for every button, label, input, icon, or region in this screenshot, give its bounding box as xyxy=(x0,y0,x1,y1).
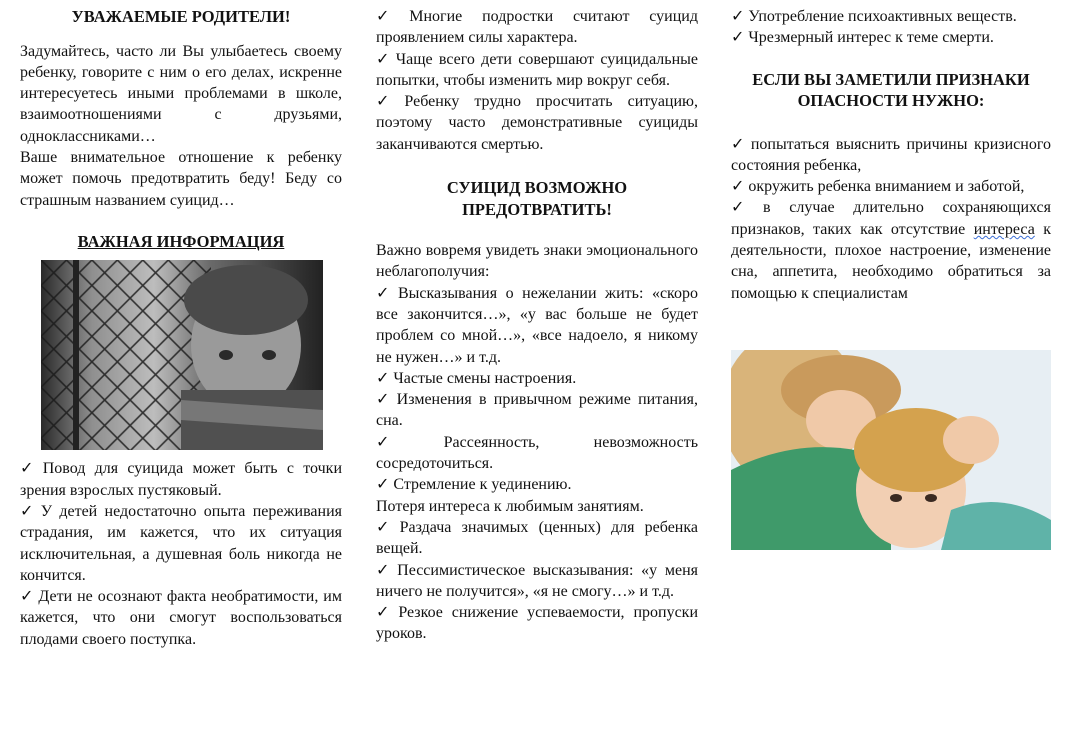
action-item-3: ✓ в случае длительно сохраняющихся признаков, таких как отсутствие интереса к деятельности, плохое настроение, изменение сна, аппетита, необходимо обратиться за помощью к специалистам xyxy=(731,199,1052,302)
check-icon: ✓ xyxy=(20,502,37,520)
intro-paragraph: Задумайтесь, часто ли Вы улыбаетесь своему ребенку, говорите с ним о его делах, искренне интересуетесь иными проблемами в школе, взаимоотношениями с друзьями, одноклассниками… xyxy=(20,42,342,145)
check-icon: ✓ xyxy=(731,135,747,153)
check-icon: ✓ xyxy=(376,8,406,25)
check-icon: ✓ xyxy=(376,50,392,68)
signs-lead: Важно вовремя увидеть знаки эмоционального неблагополучия: xyxy=(376,242,698,281)
spellcheck-word: интереса xyxy=(973,220,1035,238)
column-left xyxy=(20,6,342,650)
sign-item-3: ✓ Изменения в привычном режиме питания, сна. xyxy=(376,391,699,430)
sign-plain-line: Потеря интереса к любимым занятиям. xyxy=(376,497,644,515)
sign-item-6: ✓ Раздача значимых (ценных) для ребенка вещей. xyxy=(376,518,699,558)
column-middle xyxy=(376,6,698,645)
sign-item-4: ✓ Рассеянность, невозможность сосредоточиться. xyxy=(376,433,699,473)
check-icon: ✓ xyxy=(376,369,390,387)
parents-heading: УВАЖАЕМЫЕ РОДИТЕЛИ! xyxy=(71,7,291,26)
check-icon: ✓ xyxy=(731,8,745,25)
sad-child-photo xyxy=(41,260,323,450)
check-icon: ✓ xyxy=(376,284,394,302)
check-icon: ✓ xyxy=(376,561,394,579)
info-item-1: ✓ Повод для суицида может быть с точки зрения взрослых пустяковый. xyxy=(20,460,343,499)
mother-hugging-child-photo xyxy=(731,350,1051,550)
check-icon: ✓ xyxy=(20,588,35,606)
check-icon: ✓ xyxy=(20,460,39,478)
check-icon: ✓ xyxy=(731,178,745,196)
column-right xyxy=(731,6,1051,550)
info-item-3: ✓ Дети не осознают факта необратимости, им кажется, что они смогут воспользоваться плодами своего поступка. xyxy=(20,588,342,648)
check-icon: ✓ xyxy=(376,433,440,451)
myth-item-3: ✓ Ребенку трудно просчитать ситуацию, поэтому часто демонстративные суициды заканчиваются смертью. xyxy=(376,93,698,153)
check-icon: ✓ xyxy=(376,476,390,494)
check-icon: ✓ xyxy=(376,604,395,622)
myth-item-1: ✓ Многие подростки считают суицид проявлением силы характера. xyxy=(376,8,698,47)
check-icon: ✓ xyxy=(376,93,401,111)
action-item-2: ✓ окружить ребенка вниманием и заботой, xyxy=(731,178,1025,196)
check-icon: ✓ xyxy=(731,199,760,217)
sign-item-1: ✓ Высказывания о нежелании жить: «скоро все закончится…», «у вас больше не будет проблем со мной…», «все надоело, я никому не нужен…» и т.д. xyxy=(376,284,699,366)
myth-item-2: ✓ Чаще всего дети совершают суицидальные попытки, чтобы изменить мир вокруг себя. xyxy=(376,50,699,89)
check-icon: ✓ xyxy=(376,391,393,409)
important-info-heading: ВАЖНАЯ ИНФОРМАЦИЯ xyxy=(77,231,285,251)
sign-item-8: ✓ Резкое снижение успеваемости, пропуски уроков. xyxy=(376,604,699,643)
action-item-1: ✓ попытаться выяснить причины кризисного состояния ребенка, xyxy=(731,135,1051,174)
info-item-2: ✓ У детей недостаточно опыта переживания страдания, им кажется, что их ситуация исключительная, а душевная боль никогда не кончится. xyxy=(20,502,343,584)
chain-fence-illustration xyxy=(41,260,323,450)
check-icon: ✓ xyxy=(731,29,745,47)
intro-paragraph-2: Ваше внимательное отношение к ребенку может помочь предотвратить беду! Беду со страшным названием суицид… xyxy=(20,148,342,209)
danger-signs-heading: ЕСЛИ ВЫ ЗАМЕТИЛИ ПРИЗНАКИ ОПАСНОСТИ НУЖНО: xyxy=(752,69,1030,111)
hug-illustration xyxy=(731,350,1051,550)
sign-item-7: ✓ Пессимистическое высказывания: «у меня ничего не получится», «я не смогу…» и т.д. xyxy=(376,561,699,600)
sign-item-5: ✓ Стремление к уединению. xyxy=(376,476,572,494)
sign-item-2: ✓ Частые смены настроения. xyxy=(376,369,577,387)
check-icon: ✓ xyxy=(376,518,396,536)
risk-item-1: ✓ Употребление психоактивных веществ. xyxy=(731,8,1017,25)
prevention-heading: СУИЦИД ВОЗМОЖНО ПРЕДОТВРАТИТЬ! xyxy=(446,178,628,219)
risk-item-2: ✓ Чрезмерный интерес к теме смерти. xyxy=(731,29,994,47)
